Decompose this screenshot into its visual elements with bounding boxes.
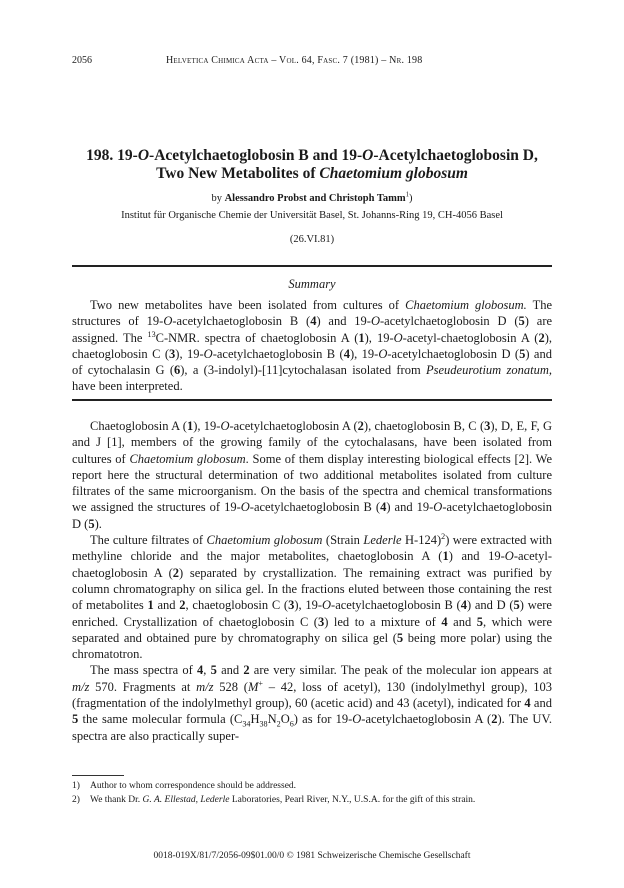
text-run: ) and D ( — [466, 598, 514, 613]
text-run: The structures of 19- — [72, 298, 553, 329]
text-run: (Strain — [322, 533, 364, 548]
text-run: Laboratories, Pearl River, N.Y., U.S.A. for the gift of this strain. — [229, 795, 476, 805]
text-run: and — [530, 696, 552, 711]
text-run: ), 19- — [349, 346, 379, 361]
body-paragraph — [72, 662, 552, 743]
author-by: by — [211, 193, 222, 204]
title-line-1 — [60, 147, 564, 165]
text-run: 2 — [538, 330, 545, 345]
text-run: Author to whom correspondence should be addressed. — [90, 781, 297, 791]
text-run: M — [247, 679, 259, 694]
affiliation: Institut für Organische Chemie der Universität Basel, St. Johanns-Ring 19, CH-4056 Basel — [121, 210, 503, 221]
text-run: O — [203, 346, 213, 361]
text-run: H — [250, 712, 260, 727]
text-run: 3 — [169, 346, 176, 361]
text-run: -acetylchaetoglobosin B ( — [249, 500, 381, 515]
text-run: -acetylchaetoglobosin D ( — [387, 346, 520, 361]
text-run: ), D, E, F, G and J [1], members of the growing family of the cytochalasans, have been isolated from cultures of — [72, 419, 552, 466]
page-number: 2056 — [72, 55, 92, 66]
text-run: 2 — [179, 598, 186, 613]
text-run: O — [393, 330, 403, 345]
running-head-text: Helvetica Chimica Acta – Vol. 64, Fasc. 7 (1981) – Nr. 198 — [166, 55, 423, 66]
text-run: ), chaetoglobosin B, C ( — [363, 419, 485, 433]
title-text-2a: Two New Metabolites of — [156, 165, 320, 182]
article-title — [60, 147, 564, 183]
title-text-1e: -Acetylchaetoglobosin D, — [373, 147, 538, 164]
text-run: ) were enriched. Crystallization of chaetoglobosin C ( — [72, 598, 552, 629]
text-run: Two new metabolites have been isolated from cultures of — [90, 298, 406, 312]
text-run: 4 — [343, 346, 350, 361]
footnote-mark: 1) — [72, 781, 80, 791]
text-run: 2 — [441, 531, 446, 541]
text-run: 34 — [242, 719, 251, 729]
text-run: The mass spectra of — [90, 663, 198, 678]
summary-heading: Summary — [288, 277, 336, 291]
text-run: ) and of cytochalasin G ( — [72, 346, 552, 378]
text-run: 2 — [243, 663, 250, 678]
text-run: C-NMR. spectra of chaetoglobosin A ( — [155, 330, 359, 345]
text-run: 5 — [513, 598, 520, 613]
text-run: 4 — [310, 314, 317, 329]
text-run: ). The UV. spectra are also practically super- — [72, 712, 552, 743]
text-run: ), chaetoglobosin C ( — [72, 330, 553, 361]
copyright-footer: 0018-019X/81/7/2056-09$01.00/0 © 1981 Schweizerische Chemische Gesellschaft — [153, 851, 471, 861]
text-run: Chaetomium globosum — [129, 451, 246, 466]
text-run: 1 — [442, 549, 449, 564]
text-run: -acetylchaetoglobosin B ( — [172, 314, 311, 329]
footnote-rule — [72, 775, 124, 776]
text-run: , — [203, 663, 211, 678]
text-run: O — [163, 314, 173, 329]
summary-bottom-rule — [72, 399, 552, 401]
text-run: 1 — [358, 330, 365, 345]
text-run: ) and 19- — [316, 314, 371, 329]
text-run: ). — [94, 516, 102, 531]
text-run: G. A. Ellestad, Lederle — [142, 795, 230, 805]
text-run: 3 — [288, 598, 295, 613]
text-run: O — [322, 598, 332, 613]
text-run: Chaetomium globosum — [206, 533, 323, 548]
text-run: The culture filtrates of — [90, 533, 207, 548]
text-run: ) as for 19- — [293, 712, 353, 727]
text-run: 5 — [396, 630, 404, 645]
text-run: 5 — [519, 346, 526, 361]
text-run: ), 19- — [364, 330, 394, 345]
text-run: -acetyl-chaetoglobosin A ( — [402, 330, 539, 345]
text-run: 6 — [173, 363, 181, 378]
text-run: Chaetomium globosum. — [405, 298, 527, 312]
text-run: ) separated by crystallization. The remaining extract was purified by column chromatography on silica gel. In the fractions eluted between those containing the rest of metabolites — [72, 565, 552, 613]
text-run: 4 — [460, 598, 467, 613]
text-run: ), 19- — [175, 346, 204, 361]
text-run: -acetylchaetoglobosin B ( — [212, 346, 344, 361]
text-run: ), 19- — [294, 598, 322, 613]
text-run: 5 — [88, 516, 95, 531]
text-run: -acetyl-chaetoglobosin A ( — [72, 549, 552, 580]
text-run: 4 — [441, 614, 448, 629]
text-run: ) and 19- — [386, 500, 434, 515]
text-run: m/z — [196, 679, 214, 694]
footnote — [72, 780, 552, 793]
text-run: ) led to a mixture of — [324, 614, 442, 629]
summary-paragraph — [72, 297, 552, 395]
text-run: m/z — [72, 679, 90, 694]
text-run: -acetylchaetoglobosin D ( — [72, 500, 552, 531]
text-run: 4 — [380, 500, 387, 515]
text-run: O — [352, 712, 362, 727]
body-paragraph — [72, 418, 552, 532]
text-run: 4 — [197, 663, 204, 678]
title-text-1b: O — [137, 147, 150, 164]
text-run: . Some of them display interesting biological effects [2]. We report here the structural determination of two additional metabolites isolated from culture filtrates of the same microorganism. On the basis of the spectra and chemical transformations we assigned the structures of 19- — [72, 451, 552, 515]
footnote — [72, 794, 552, 807]
title-line-2 — [60, 165, 564, 183]
footnote-text — [90, 794, 552, 807]
text-run: 5 — [476, 614, 483, 629]
text-run: 2 — [172, 565, 180, 580]
text-run: -acetylchaetoglobosin B ( — [331, 598, 461, 613]
body-paragraph — [72, 532, 552, 662]
text-run: O — [433, 500, 443, 515]
text-run: 5 — [72, 712, 79, 727]
running-head — [166, 55, 422, 66]
text-run: O — [370, 314, 380, 329]
title-text-1c: -Acetylchaetoglobosin B and 19- — [149, 147, 363, 164]
text-run: ), a (3-indolyl)-[11]cytochalasan isolated from — [180, 363, 426, 378]
text-run: the same molecular formula (C — [78, 712, 243, 727]
text-run: Lederle — [363, 533, 402, 548]
text-run: ) are assigned. The — [72, 314, 553, 345]
text-run: and — [447, 614, 477, 629]
title-text-1d: O — [362, 147, 374, 164]
text-run: have been interpreted. — [72, 379, 183, 394]
text-run: being more polar) using the chromatotron. — [72, 630, 552, 662]
text-run: and — [216, 663, 244, 678]
text-run: are very similar. The peak of the molecular ion appears at — [249, 663, 553, 678]
text-run: 528 ( — [213, 679, 248, 694]
text-run: O — [378, 346, 388, 361]
text-run: – 42, loss of acetyl), 130 (indolylmethyl group), 103 (fragmentation of the indolylmethyl group), 60 (acetic acid) and 43 (acetyl), indicated for — [72, 679, 552, 711]
article-number: 198. — [86, 147, 114, 164]
text-run: ) were extracted with methyline chloride and the major metabolites, chaetoglobosin A ( — [72, 533, 553, 564]
text-run: 5 — [210, 663, 217, 678]
title-text-2b: Chaetomium globosum — [319, 165, 468, 182]
text-run: 6 — [289, 719, 294, 729]
title-text-1a: 19- — [117, 147, 138, 164]
text-run: N — [267, 712, 277, 727]
text-run: We thank Dr. — [90, 795, 143, 805]
text-run: , which were separated and obtained pure by chromatography on silica gel ( — [72, 614, 552, 645]
text-run: 5 — [518, 314, 525, 329]
text-run: H-124) — [401, 533, 442, 548]
text-run: Pseudeurotium zonatum, — [425, 363, 552, 378]
text-run: 13 — [147, 329, 156, 339]
text-run: 3 — [484, 419, 491, 433]
footnote-text — [90, 780, 552, 793]
text-run: O — [240, 500, 250, 515]
author-names: Alessandro Probst and Christoph Tamm — [224, 193, 406, 204]
text-run: ), 19- — [193, 419, 221, 433]
text-run: 1 — [186, 419, 194, 433]
author-line: by Alessandro Probst and Christoph Tamm$^1$) — [211, 191, 413, 204]
summary-block — [72, 297, 552, 395]
text-run: 570. Fragments at — [89, 679, 197, 694]
text-run: 2 — [276, 719, 281, 729]
text-run: -acetylchaetoglobosin A ( — [361, 712, 492, 727]
text-run: 2 — [357, 419, 364, 433]
text-run: O — [504, 549, 514, 564]
text-run: 2 — [491, 712, 498, 727]
author-footnote-mark: 1 — [405, 191, 410, 199]
main-text — [72, 418, 552, 744]
text-run: O — [280, 712, 290, 727]
text-run: -acetylchaetoglobosin A ( — [229, 419, 358, 433]
text-run: and — [153, 598, 180, 613]
text-run: O — [220, 419, 230, 433]
text-run: 4 — [524, 696, 531, 711]
text-run: 3 — [317, 614, 325, 629]
text-run: + — [258, 678, 263, 688]
text-run: 38 — [259, 719, 268, 729]
text-run: Chaetoglobosin A ( — [90, 419, 187, 433]
text-run: -acetylchaetoglobosin D ( — [380, 314, 519, 329]
received-date: (26.VI.81) — [289, 234, 335, 245]
text-run: 1 — [147, 598, 154, 613]
footnote-mark: 2) — [72, 795, 80, 805]
summary-top-rule — [72, 265, 552, 267]
text-run: ) and 19- — [448, 549, 505, 564]
text-run: , chaetoglobosin C ( — [185, 598, 289, 613]
